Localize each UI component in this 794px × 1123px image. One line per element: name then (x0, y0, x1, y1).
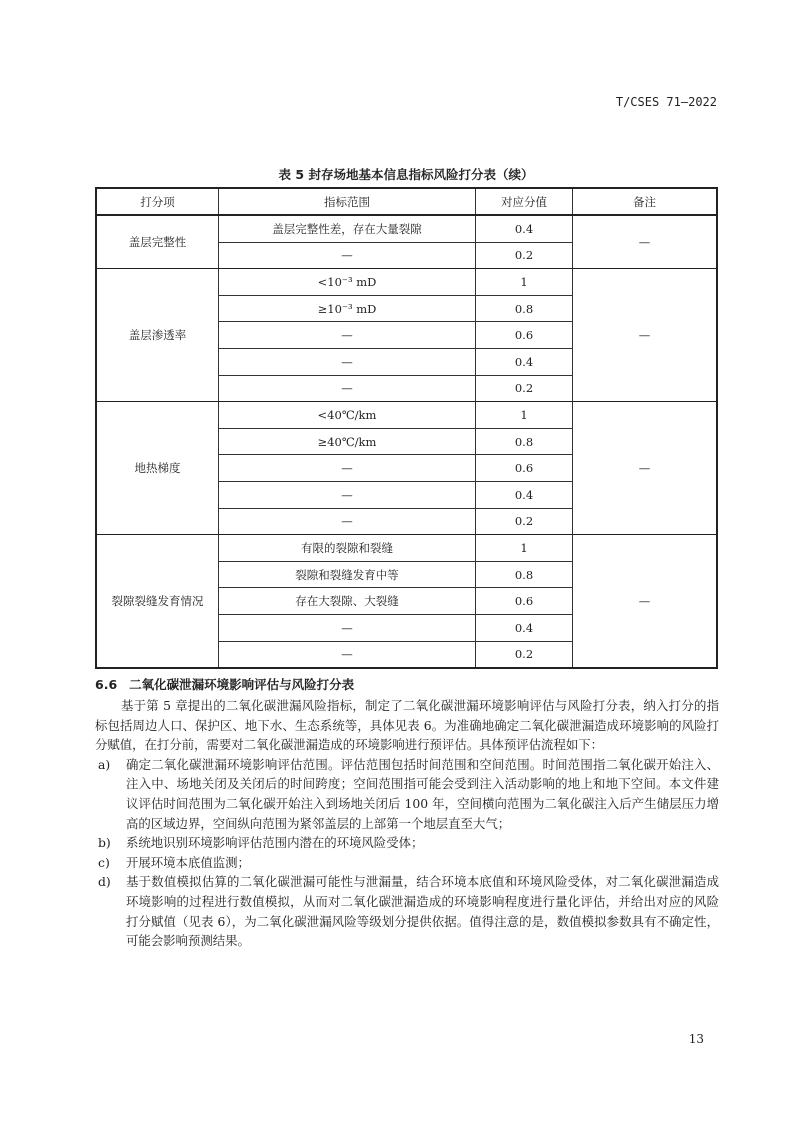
score-cell: 1 (476, 402, 573, 429)
range-cell: 盖层完整性差，存在大量裂隙 (219, 215, 476, 242)
section-heading (95, 675, 366, 693)
column-header: 备注 (573, 188, 718, 215)
list-marker: b) (98, 835, 111, 851)
table-row (96, 269, 717, 296)
note-cell: — (573, 269, 718, 402)
risk-score-table (95, 187, 718, 669)
range-cell: — (219, 455, 476, 482)
list-marker: a) (98, 756, 111, 772)
table-caption: 表 5 封存场地基本信息指标风险打分表（续） (278, 167, 534, 182)
intro-paragraph: 基于第 5 章提出的二氧化碳泄漏风险指标，制定了二氧化碳泄漏环境影响评估与风险打分表，纳入打分的指标包括周边人口、保护区、地下水、生态系统等，具体见表 6。为准确地确定二氧化碳泄漏造成环境影响的风险打分赋值，在打分前，需要对二氧化碳泄漏造成的环境影响进行预评估。具体预评估流程如下： (95, 698, 719, 753)
score-cell: 0.6 (476, 455, 573, 482)
range-cell: 存在大裂隙、大裂缝 (219, 588, 476, 615)
score-cell: 0.8 (476, 561, 573, 588)
body-text (95, 696, 719, 951)
score-cell: 0.8 (476, 428, 573, 455)
range-cell: ≥10⁻³ mD (219, 295, 476, 322)
score-cell: 0.2 (476, 641, 573, 668)
score-cell: 0.6 (476, 322, 573, 349)
score-cell: 0.2 (476, 508, 573, 535)
score-cell: 1 (476, 269, 573, 296)
score-cell: 0.4 (476, 614, 573, 641)
range-cell: <10⁻³ mD (219, 269, 476, 296)
list-text: 系统地识别环境影响评估范围内潜在的环境风险受体； (126, 835, 424, 851)
section-title: 二氧化碳泄漏环境影响评估与风险打分表 (129, 677, 355, 692)
list-item (95, 872, 719, 950)
range-cell: — (219, 242, 476, 269)
list-item (95, 853, 719, 873)
column-header: 打分项 (96, 188, 219, 215)
list-item (95, 755, 719, 833)
standard-number: T/CSES 71—2022 (615, 95, 717, 109)
range-cell: <40℃/km (219, 402, 476, 429)
score-cell: 0.4 (476, 215, 573, 242)
procedure-list (95, 755, 719, 951)
item-cell: 地热梯度 (96, 402, 219, 535)
range-cell: 裂隙和裂缝发育中等 (219, 561, 476, 588)
list-marker: c) (98, 854, 110, 870)
list-text: 确定二氧化碳泄漏环境影响评估范围。评估范围包括时间范围和空间范围。时间范围指二氧化碳开始注入、注入中、场地关闭及关闭后的时间跨度；空间范围指可能会受到注入活动影响的地上和地下空间。本文件建议评估时间范围为二氧化碳开始注入到场地关闭后 100 年，空间横向范围为二氧化碳注入后产生储层压力增高的区域边界，空间纵向范围为紧邻盖层的上部第一个地层直至大气； (126, 756, 719, 831)
score-cell: 0.8 (476, 295, 573, 322)
list-text: 基于数值模拟估算的二氧化碳泄漏可能性与泄漏量，结合环境本底值和环境风险受体，对二氧化碳泄漏造成环境影响的过程进行数值模拟，从而对二氧化碳泄漏造成的环境影响程度进行量化评估，并给出对应的风险打分赋值（见表 6），为二氧化碳泄漏风险等级划分提供依据。值得注意的是，数值模拟参数具有不确定性，可能会影响预测结果。 (126, 874, 719, 949)
score-cell: 0.4 (476, 481, 573, 508)
note-cell: — (573, 215, 718, 269)
list-text: 开展环境本底值监测； (126, 854, 250, 870)
table-row (96, 535, 717, 562)
range-cell: — (219, 348, 476, 375)
score-cell: 0.2 (476, 242, 573, 269)
note-cell: — (573, 402, 718, 535)
range-cell: — (219, 322, 476, 349)
list-item (95, 833, 719, 853)
note-cell: — (573, 535, 718, 668)
column-header: 指标范围 (219, 188, 476, 215)
item-cell: 盖层完整性 (96, 215, 219, 269)
list-marker: d) (98, 874, 111, 890)
range-cell: — (219, 481, 476, 508)
range-cell: — (219, 641, 476, 668)
range-cell: — (219, 375, 476, 402)
score-cell: 0.6 (476, 588, 573, 615)
table-row (96, 402, 717, 429)
item-cell: 裂隙裂缝发育情况 (96, 535, 219, 668)
range-cell: — (219, 508, 476, 535)
section-number: 6.6 (95, 677, 118, 692)
score-cell: 1 (476, 535, 573, 562)
range-cell: — (219, 614, 476, 641)
column-header: 对应分值 (476, 188, 573, 215)
page-number: 13 (688, 1032, 704, 1046)
item-cell: 盖层渗透率 (96, 269, 219, 402)
score-cell: 0.4 (476, 348, 573, 375)
range-cell: ≥40℃/km (219, 428, 476, 455)
range-cell: 有限的裂隙和裂缝 (219, 535, 476, 562)
table-row (96, 215, 717, 242)
score-cell: 0.2 (476, 375, 573, 402)
